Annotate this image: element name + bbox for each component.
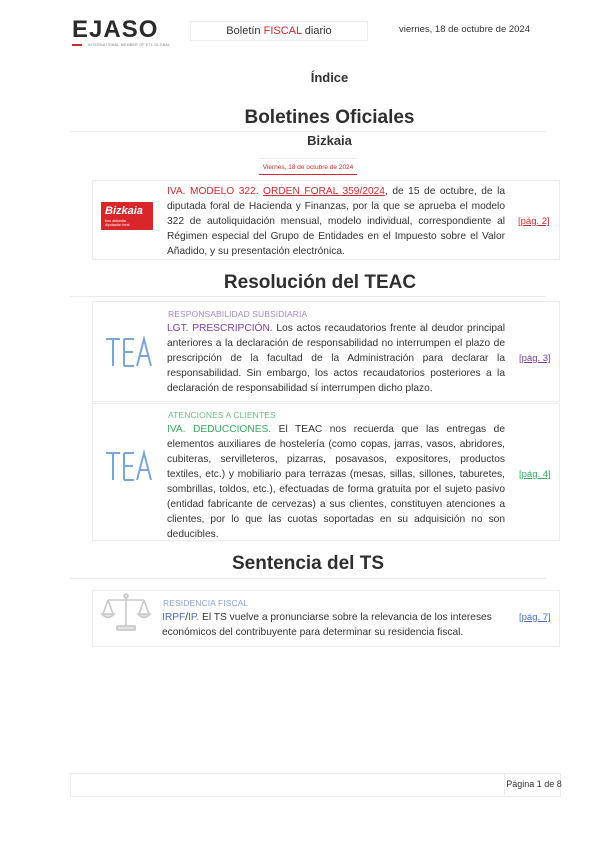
- entry-lead-ip: IP.: [188, 612, 200, 623]
- entry-lead-irpf: IRPF: [162, 612, 186, 623]
- category-label: ATENCIONES A CLIENTES: [168, 410, 276, 420]
- footer-box: [70, 773, 561, 797]
- bizkaia-logo-sub1: foru aldundia: [105, 219, 126, 223]
- divider: [70, 296, 546, 297]
- page-link-4[interactable]: [pág. 4]: [519, 469, 551, 480]
- entry-body: Los actos recaudatorios frente al deudor principal anteriores a la declaración de responsabilidad no interrumpen el plazo de prescripción de la facultad de la Administración para declarar la responsabilidad. Sin embargo, los actos recaudatorios posteriores a la declaración de responsabilidad sí interrumpen dicho plazo.: [167, 323, 505, 394]
- entry-lead: IVA. DEDUCCIONES.: [167, 424, 272, 435]
- category-label: RESPONSABILIDAD SUBSIDIARIA: [168, 309, 308, 319]
- bizkaia-logo-sub: [105, 219, 129, 227]
- logo-accent-bar: [72, 44, 82, 46]
- entry-bizkaia-text: [167, 184, 505, 259]
- entry-lead-slash: /: [185, 612, 189, 623]
- scales-of-justice-icon: [100, 592, 152, 632]
- logo-text: EJASO: [72, 16, 159, 43]
- entry-ts-text: [162, 610, 504, 640]
- section-title-boletines: Boletines Oficiales: [244, 107, 415, 128]
- section-title-teac: Resolución del TEAC: [223, 272, 417, 293]
- date-badge: Viernes, 18 de octubre de 2024: [259, 162, 357, 175]
- bizkaia-logo-text: Bizkaia: [105, 205, 143, 217]
- index-title: Índice: [310, 70, 349, 85]
- bizkaia-logo-sub2: diputación foral: [105, 223, 130, 227]
- page-number: Página 1 de 8: [506, 779, 562, 789]
- entry-teac-2-text: [167, 422, 505, 542]
- page-link-3[interactable]: [pág. 3]: [519, 353, 551, 364]
- divider: [70, 578, 546, 579]
- section-subtitle-bizkaia: Bizkaia: [307, 133, 352, 148]
- entry-lead: IVA. MODELO 322.: [167, 186, 264, 197]
- bulletin-title-post: diario: [301, 25, 332, 37]
- entry-body: , de 15 de octubre, de la diputada foral de Hacienda y Finanzas, por la que se aprueba el modelo 322 de autoliquidación mensual, modelo individual, correspondiente al Régimen especial del Grupo de Entidades en el Impuesto sobre el Valor Añadido, y su presentación electrónica.: [167, 186, 505, 257]
- entry-teac-1-text: [167, 321, 505, 396]
- tea-logo: [104, 336, 152, 370]
- entry-lead: LGT. PRESCRIPCIÓN.: [167, 323, 273, 334]
- bizkaia-logo: [101, 202, 153, 230]
- logo-subtitle: INTERNATIONAL MEMBER OF ETL GLOBAL: [88, 43, 171, 47]
- section-title-ts: Sentencia del TS: [231, 553, 385, 574]
- ejaso-logo: [72, 16, 171, 50]
- divider: [70, 131, 546, 132]
- entry-body: El TS vuelve a pronunciarse sobre la relevancia de los intereses económicos del contribuyente para determinar su residencia fiscal.: [162, 612, 492, 638]
- category-label: RESIDENCIA FISCAL: [163, 598, 249, 608]
- bulletin-title-fiscal: FISCAL: [263, 25, 302, 37]
- bulletin-title-pre: Boletín: [226, 25, 264, 37]
- orden-foral-link[interactable]: ORDEN FORAL 359/2024: [263, 186, 385, 197]
- divider: [259, 158, 357, 159]
- entry-body: El TEAC nos recuerda que las entregas de elementos auxiliares de hostelería (como copas, jarras, vasos, abridores, cubiteras, servilleteros, pizarras, posavasos, expositores, productos textiles, etc.) y mobiliario para terrazas (mesas, sillas, sillones, taburetes, sombrillas, toldos, etc.), efectuadas de forma gratuita por el sujeto pasivo (entidad fabricante de cervezas) a sus clientes, constituyen atenciones a clientes, por lo que las cuotas soportadas en su adquisición no son deducibles.: [167, 424, 506, 540]
- bulletin-title: [190, 21, 368, 41]
- tea-logo: [104, 450, 152, 484]
- page-link-2[interactable]: [pág. 2]: [518, 216, 550, 227]
- divider: [504, 773, 505, 795]
- header-date: viernes, 18 de octubre de 2024: [399, 24, 530, 35]
- page-link-7[interactable]: [pág. 7]: [519, 612, 551, 623]
